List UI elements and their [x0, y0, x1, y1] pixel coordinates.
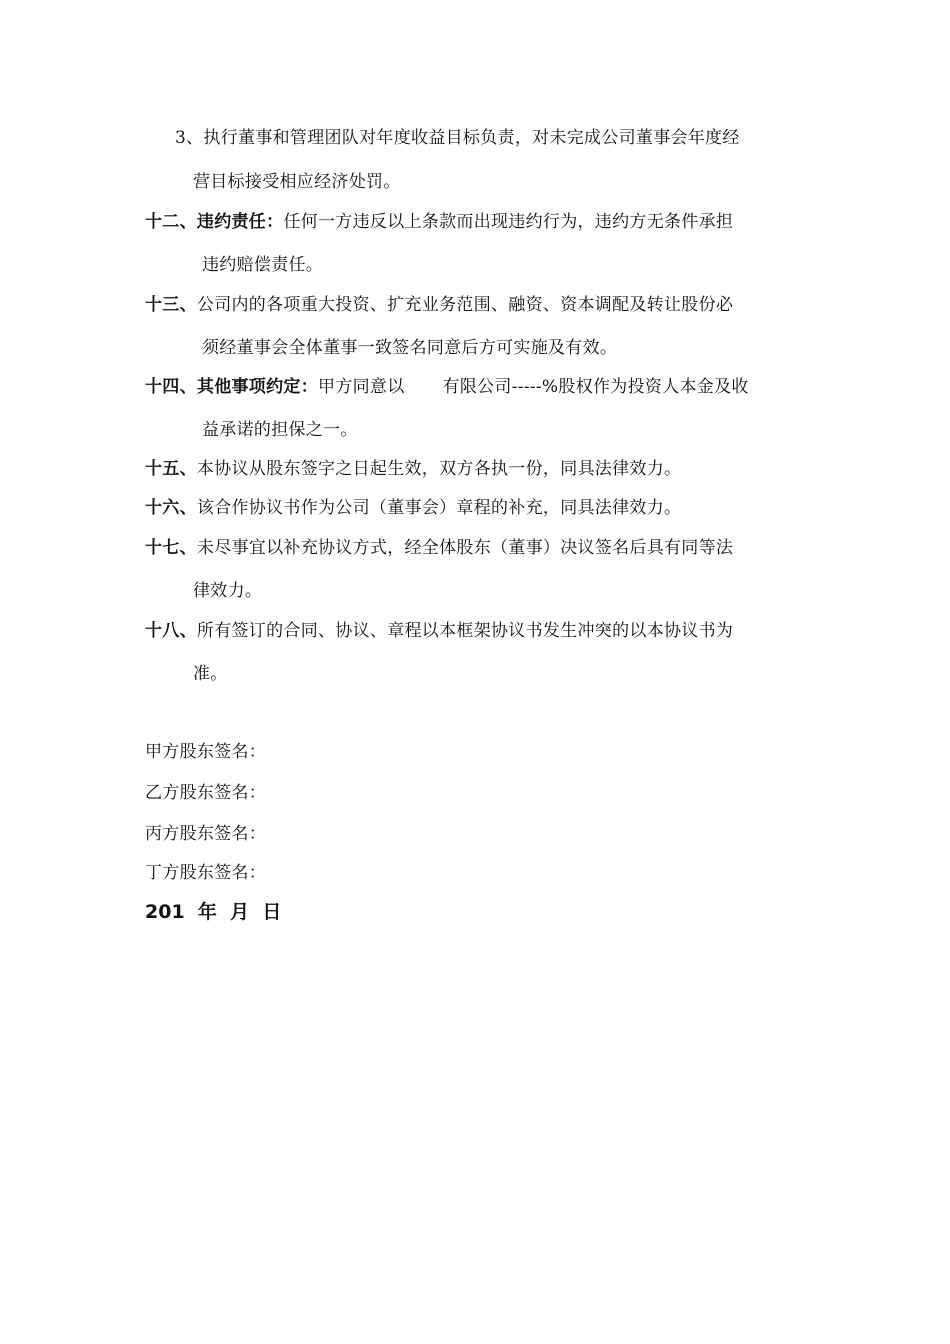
clause-text: 所有签订的合同、协议、章程以本框架协议书发生冲突的以本协议书为	[196, 621, 734, 641]
clause-14-line-2	[202, 419, 358, 441]
clause-text: 本协议从股东签字之日起生效，双方各执一份，同具法律效力。	[196, 459, 682, 479]
clause-text: 益承诺的担保之一。	[202, 420, 358, 440]
clause-text: 甲方同意以	[318, 377, 405, 397]
clause-18-line-2	[193, 663, 228, 685]
clause-17-line-1	[145, 537, 733, 559]
clause-13-line-2	[202, 337, 617, 359]
clause-3-line-1	[175, 127, 740, 149]
clause-15-line-1	[145, 458, 681, 480]
signature-party-a: 甲方股东签名：	[145, 742, 267, 762]
clause-text: 须经董事会全体董事一致签名同意后方可实施及有效。	[202, 338, 618, 358]
clause-number: 十八、	[145, 621, 197, 641]
clause-13-line-1	[145, 294, 733, 316]
signature-party-d: 丁方股东签名：	[145, 863, 267, 883]
clause-17-line-2	[193, 580, 262, 602]
clause-text: 执行董事和管理团队对年度收益目标负责，对未完成公司董事会年度经	[203, 128, 740, 148]
clause-text: 准。	[193, 664, 228, 684]
clause-number: 十四、	[145, 377, 197, 397]
clause-text: 营目标接受相应经济处罚。	[193, 172, 401, 192]
clause-text: 有限公司-----%股权作为投资人本金及收	[442, 377, 749, 397]
signature-party-b: 乙方股东签名：	[145, 783, 267, 803]
clause-number: 十五、	[145, 459, 197, 479]
clause-text: 该合作协议书作为公司（董事会）章程的补充，同具法律效力。	[196, 498, 682, 518]
clause-number: 十三、	[145, 295, 197, 315]
clause-14-line-1	[145, 376, 749, 398]
signature-party-c: 丙方股东签名：	[145, 824, 267, 844]
clause-number: 十七、	[145, 538, 197, 558]
clause-18-line-1	[145, 620, 733, 642]
clause-3-line-2	[193, 171, 401, 193]
clause-title: 违约责任：	[196, 212, 284, 232]
clause-16-line-1	[145, 497, 681, 519]
clause-number: 3、	[175, 128, 204, 148]
clause-text: 违约赔偿责任。	[202, 255, 324, 275]
clause-text: 公司内的各项重大投资、扩充业务范围、融资、资本调配及转让股份必	[196, 295, 734, 315]
clause-text: 未尽事宜以补充协议方式，经全体股东（董事）决议签名后具有同等法	[196, 538, 734, 558]
clause-12-line-1	[145, 211, 733, 233]
clause-text: 任何一方违反以上条款而出现违约行为，违约方无条件承担	[283, 212, 734, 232]
clause-number: 十二、	[145, 212, 197, 232]
date-line: 201 年 月 日	[145, 901, 282, 923]
clause-number: 十六、	[145, 498, 197, 518]
clause-12-line-2	[202, 254, 323, 276]
clause-text: 律效力。	[193, 581, 263, 601]
clause-title: 其他事项约定：	[196, 377, 319, 397]
